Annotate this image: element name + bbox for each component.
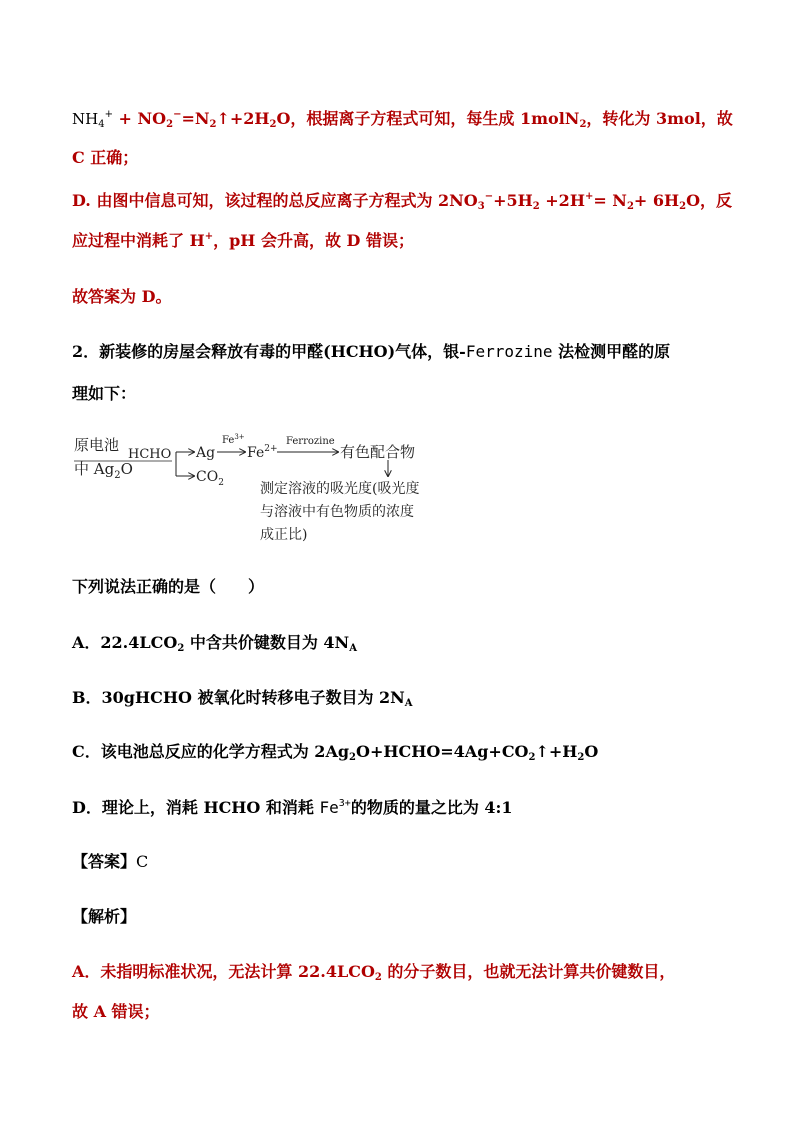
question-2-stem-line-2: 理如下： <box>72 384 137 403</box>
answer-conclusion: 故答案为 D。 <box>72 287 172 306</box>
question-2-stem-line-1: 2．新装修的房屋会释放有毒的甲醛(HCHO)气体，银-Ferrozine 法检测甲醛的原 <box>72 342 671 361</box>
analysis-label: 【解析】 <box>72 907 137 926</box>
answer-line <box>72 851 148 873</box>
text-line-2: C 正确； <box>72 148 139 167</box>
diagram-label-fe2: $Fe^{2+}$ <box>247 444 278 461</box>
process-diagram <box>72 428 492 548</box>
diagram-label-fe3: $Fe^{3+}$ <box>222 433 245 446</box>
answer-value: C <box>136 852 149 871</box>
diagram-label-ag2o: 中 $Ag_2O$ <box>74 460 133 481</box>
diagram-note-line-2: 与溶液中有色物质的浓度 <box>260 504 414 520</box>
diagram-label-ferrozine: Ferrozine <box>286 436 335 447</box>
analysis-a-line-1: A．未指明标准状况，无法计算 $22.4LCO_2$ 的分子数目，也就无法计算共价键数目， <box>72 962 676 983</box>
option-b: B．30gHCHO 被氧化时转移电子数目为 $2N_A$ <box>72 688 413 709</box>
answer-label: 【答案】 <box>72 852 137 871</box>
diagram-label-ag: Ag <box>196 445 216 461</box>
analysis-a-line-2: 故 A 错误； <box>72 1002 160 1021</box>
text-line-3: D. 由图中信息可知，该过程的总反应离子方程式为 $2NO_3^-+5H_2 +2H^+= N_2+ 6H_2O$，反 <box>72 191 733 212</box>
diagram-label-primary-cell: 原电池 <box>74 436 120 454</box>
diagram-label-complex: 有色配合物 <box>340 443 416 461</box>
nh4-formula: $NH_4^+$ <box>72 109 113 130</box>
diagram-label-co2: $CO_2$ <box>196 469 224 488</box>
option-d: D．理论上，消耗 HCHO 和消耗 $Fe^{3+}$的物质的量之比为 4:1 <box>72 798 513 817</box>
option-a: A．$22.4LCO_2$ 中含共价键数目为 $4N_A$ <box>72 633 357 654</box>
diagram-note-line-1: 测定溶液的吸光度(吸光度 <box>260 481 420 497</box>
text-line-1: $NH_4^+$ + $NO_2^-=N_2↑+2H_2O$，根据离子方程式可知，每生成 1molN$_2$，转化为 3mol，故 <box>72 109 733 130</box>
diagram-note-line-3: 成正比) <box>260 527 308 543</box>
option-c: C．该电池总反应的化学方程式为 $2Ag_2O+HCHO=4Ag+CO_2↑+H_2O$ <box>72 742 599 763</box>
question-prompt: 下列说法正确的是（ ） <box>72 577 265 596</box>
text-line-4: 应过程中消耗了 H+，pH 会升高，故 D 错误； <box>72 231 414 250</box>
diagram-label-hcho: HCHO <box>128 447 172 462</box>
